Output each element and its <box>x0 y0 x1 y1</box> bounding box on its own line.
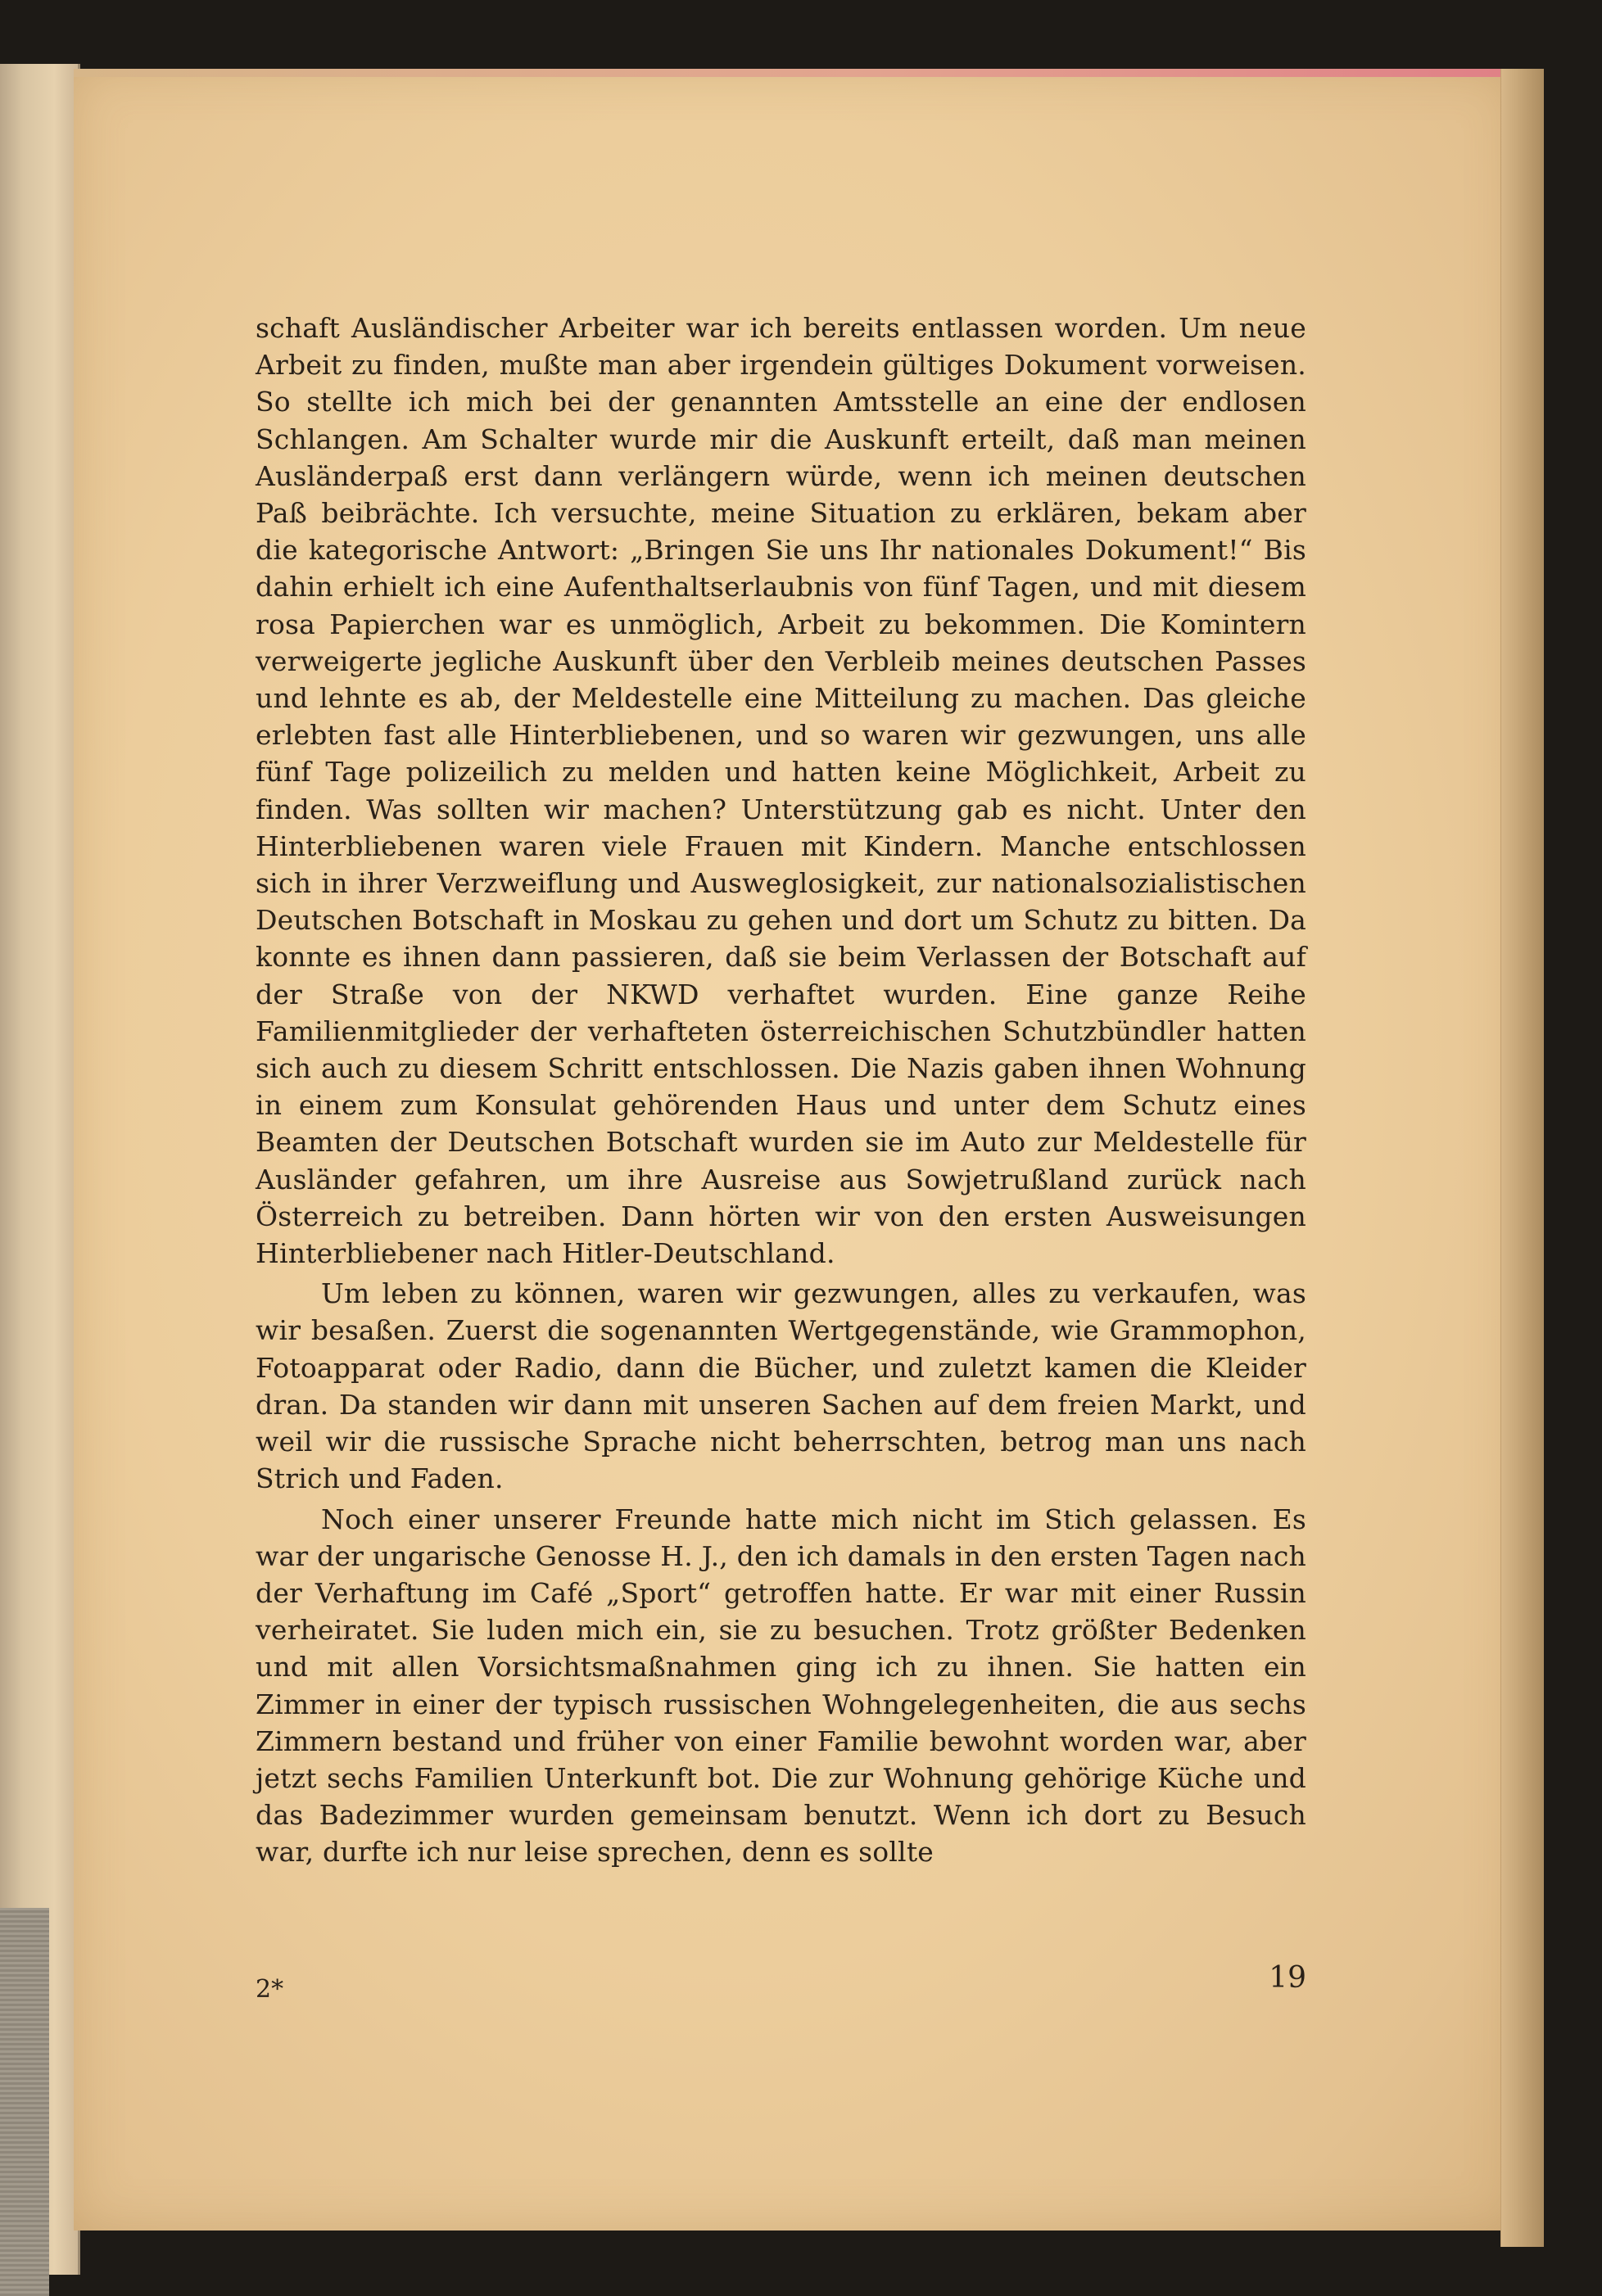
page-top-edge <box>74 69 1532 77</box>
page-number: 19 <box>1269 1961 1306 1995</box>
paragraph-3: Noch einer unserer Freunde hatte mich nicht im Stich gelassen. Es war der ungarische Genosse H. J., den ich damals in den ersten Tagen nach der Verhaftung im Café „Sport“ getroffen hatte. Er war mit einer Russin verheiratet. Sie luden mich ein, sie zu besuchen. Trotz größter Bedenken und mit allen Vorsichtsmaßnahmen ging ich zu ihnen. Sie hatten ein Zimmer in einer der typisch russischen Wohngelegenheiten, die aus sechs Zimmern bestand und früher von einer Familie bewohnt worden war, aber jetzt sechs Familien Unterkunft bot. Die zur Wohnung gehörige Küche und das Badezimmer wurden gemeinsam benutzt. Wenn ich dort zu Besuch war, durfte ich nur leise sprechen, denn es sollte <box>256 1503 1306 1869</box>
page-body <box>256 310 1306 1871</box>
page-right-edge <box>1500 69 1544 2247</box>
paragraph-2: Um leben zu können, waren wir gezwungen, alles zu verkaufen, was wir besaßen. Zuerst die sogenannten Wertgegenstände, wie Grammophon, Fotoapparat oder Radio, dann die Bücher, und zuletzt kamen die Kleider dran. Da standen wir dann mit unseren Sachen auf dem freien Markt, und weil wir die russische Sprache nicht beherrschten, betrog man uns nach Strich und Faden. <box>256 1277 1306 1495</box>
signature-mark: 2* <box>256 1975 284 2004</box>
paragraph-1: schaft Ausländischer Arbeiter war ich bereits entlassen worden. Um neue Arbeit zu finden, mußte man aber irgendein gültiges Dokument vorweisen. So stellte ich mich bei der genannten Amtsstelle an eine der endlosen Schlangen. Am Schalter wurde mir die Auskunft erteilt, daß man meinen Ausländerpaß erst dann verlängern würde, wenn ich meinen deutschen Paß beibrächte. Ich versuchte, meine Situation zu erklären, bekam aber die kategorische Antwort: „Bringen Sie uns Ihr nationales Dokument!“ Bis dahin erhielt ich eine Aufenthaltserlaubnis von fünf Tagen, und mit diesem rosa Papierchen war es unmöglich, Arbeit zu bekommen. Die Komintern verweigerte jegliche Auskunft über den Verbleib meines deutschen Passes und lehnte es ab, der Meldestelle eine Mitteilung zu machen. Das gleiche erlebten fast alle Hinterbliebenen, und so waren wir gezwungen, uns alle fünf Tage polizeilich zu melden und hatten keine Möglichkeit, Arbeit zu finden. Was sollten wir machen? Unterstützung gab es nicht. Unter den Hinterbliebenen waren viele Frauen mit Kindern. Manche entschlossen sich in ihrer Verzweiflung und Ausweglosigkeit, zur nationalsozialistischen Deutschen Botschaft in Moskau zu gehen und dort um Schutz zu bitten. Da konnte es ihnen dann passieren, daß sie beim Verlassen der Botschaft auf der Straße von der NKWD verhaftet wurden. Eine ganze Reihe Familienmitglieder der verhafteten österreichischen Schutzbündler hatten sich auch zu diesem Schritt entschlossen. Die Nazis gaben ihnen Wohnung in einem zum Konsulat gehörenden Haus und unter dem Schutz eines Beamten der Deutschen Botschaft wurden sie im Auto zur Meldestelle für Ausländer gefahren, um ihre Ausreise aus Sowjetrußland zurück nach Österreich zu betreiben. Dann hörten wir von den ersten Ausweisungen Hinterbliebener nach Hitler-Deutschland. <box>256 312 1306 1270</box>
binding-cloth <box>0 1908 49 2296</box>
